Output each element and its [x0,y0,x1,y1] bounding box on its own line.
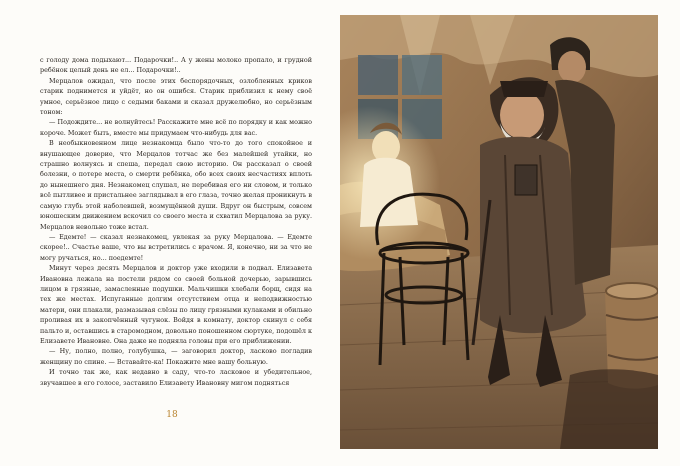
paragraph-7: — Ну, полно, полно, голубушка, — заговорил доктор, ласково погладив женщину по спине. — Вставайте-ка! Покажите мне вашу больную. [40,347,312,366]
paragraph-2: Мерцалов ожидал, что после этих беспорядочных, озлобленных криков старик поднимется и уйдёт, но он ошибся. Старик приблизил к нему своё умное, серьёзное лицо с седыми баками и сказал дружелюбно, но серьёзным тоном: [40,76,312,117]
paragraph-6: Минут через десять Мерцалов и доктор уже входили в подвал. Елизавета Ивановна лежала на постели рядом со своей больной дочерью, зарывшись лицом в грязные, замасленные подушки. Мальчишки хлебали борщ, сидя на тех же местах. Испуганные долгим отсутствием отца и неподвижностью матери, они плакали, размазывая слёзы по лицу грязными кулаками и обильно проливая их в закопчённый чугунок. Войдя в комнату, доктор скинул с себя пальто и, оставшись в старомодном, довольно поношенном сюртуке, подошёл к Елизавете Ивановне. Она даже не подняла головы при его приближении. [40,264,312,345]
paragraph-5: — Едемте! — сказал незнакомец, увлекая за руку Мерцалова. — Едемте скорее!.. Счастье ваше, что вы встретились с врачом. Я, конечно, ни за что не могу ручаться, но... поедемте! [40,232,312,262]
left-page-text [40,55,312,388]
paragraph-1: с голоду дома подыхают... Подарочки!.. А у жены молоко пропало, и грудной ребёнок целый день не ел... Подарочки!.. [40,56,312,75]
illustration-icon [340,15,658,449]
paragraph-8: И точно так же, как недавно в саду, что-то ласковое и убедительное, звучавшее в его голосе, заставило Елизавету Ивановну мигом подняться [40,368,312,387]
paragraph-3: — Подождите... не волнуйтесь! Расскажите мне всё по порядку и как можно короче. Может быть, вместе мы придумаем что-нибудь для вас. [40,118,312,137]
paragraph-4: В необыкновенном лице незнакомца было что-то до того спокойное и внушающее доверие, что Мерцалов тотчас же без малейшей утайки, но страшно волнуясь и спеша, передал свою историю. Он рассказал о своей болезни, о потере места, о смерти ребёнка, обо всех своих несчастиях вплоть до нынешнего дня. Незнакомец слушал, не перебивая его ни словом, и только всё пытливее и пристальнее заглядывал в его глаза, точно желая проникнуть в самую глубь этой наболевшей, возмущённой души. Вдруг он быстрым, совсем юношеским движением вскочил со своего места и схватил Мерцалова за руку. Мерцалов невольно тоже встал. [40,139,312,231]
illustration [340,15,658,449]
page-number: 18 [166,410,178,420]
